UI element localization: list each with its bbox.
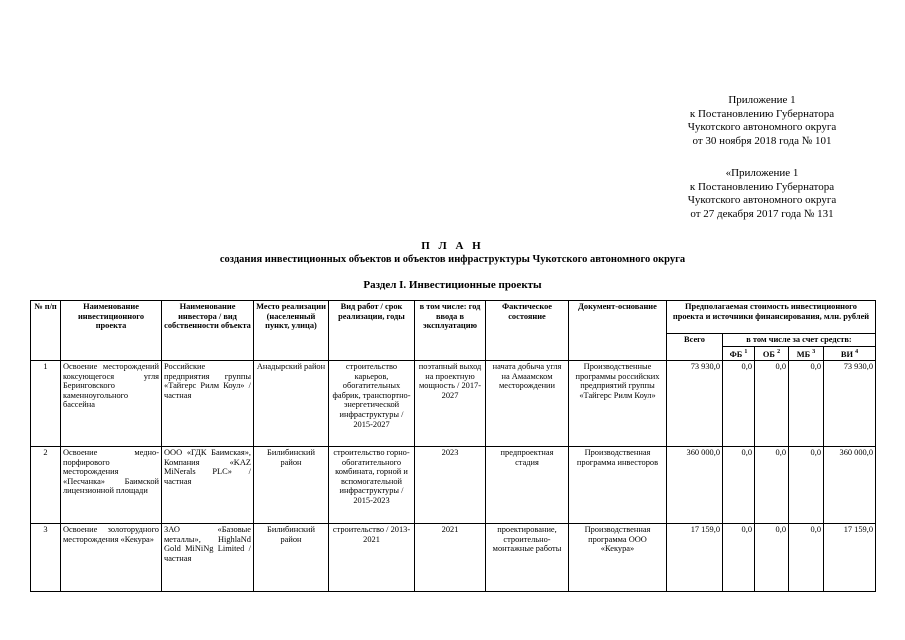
header-vi [824, 346, 876, 360]
cell-vi: 73 930,0 [824, 360, 876, 446]
cell-vi: 360 000,0 [824, 446, 876, 523]
cell-works: строительство / 2013-2021 [329, 523, 415, 591]
cell-works: строительство карьеров, обогатительных фабрик, транспортно-энергетической инфраструктуры / 2015-2027 [329, 360, 415, 446]
header-mb-label: МБ [796, 349, 811, 359]
header-investor: Наименование инвестора / вид собственности объекта [162, 301, 254, 361]
header-place: Место реализации (населенный пункт, улица) [254, 301, 329, 361]
cell-num: 2 [31, 446, 61, 523]
cell-mb: 0,0 [789, 360, 824, 446]
header-mb [789, 346, 824, 360]
cell-investor: Российские предприятия группы «Тайгерс Рилм Коул» / частная [162, 360, 254, 446]
cell-ob: 0,0 [755, 360, 789, 446]
cell-document: Производственная программа ООО «Кекура» [569, 523, 667, 591]
table-row [31, 446, 876, 523]
cell-vi: 17 159,0 [824, 523, 876, 591]
cell-commissioning: 2021 [415, 523, 486, 591]
cell-investor: ЗАО «Базовые металлы», HighlaNd Gold MiNiNg Limited / частная [162, 523, 254, 591]
footnote-marker: 4 [855, 348, 859, 355]
section-title: Раздел I. Инвестиционные проекты [363, 279, 542, 291]
cell-total: 360 000,0 [667, 446, 723, 523]
header-vi-label: ВИ [840, 349, 853, 359]
header-fb [723, 346, 755, 360]
header-fb-label: ФБ [729, 349, 743, 359]
footnote-marker: 1 [744, 348, 748, 355]
cell-num: 1 [31, 360, 61, 446]
cell-num: 3 [31, 523, 61, 591]
header-total: Всего [667, 334, 723, 361]
document-title: П Л А Н [421, 240, 484, 252]
cell-document: Производственная программа инвесторов [569, 446, 667, 523]
annex-line: Чукотского автономного округа [687, 194, 837, 206]
cell-ob: 0,0 [755, 446, 789, 523]
header-ob [755, 346, 789, 360]
cell-commissioning: поэтапный выход на проектную мощность / 2017-2027 [415, 360, 486, 446]
annex-line: от 27 декабря 2017 года № 131 [690, 207, 834, 220]
annex-line: к Постановлению Губернатора [689, 180, 835, 193]
cell-project: Освоение золоторудного месторождения «Кекура» [61, 523, 162, 591]
header-project: Наименование инвестиционного проекта [61, 301, 162, 361]
annex-line: «Приложение 1 [725, 167, 799, 179]
cell-project: Освоение медно-порфирового месторождения «Песчанка» Баимской лицензионной площади [61, 446, 162, 523]
header-status: Фактическое состояние [486, 301, 569, 361]
document-subtitle: создания инвестиционных объектов и объектов инфраструктуры Чукотского автономного округа [219, 254, 686, 265]
footnote-marker: 3 [812, 348, 816, 355]
cell-place: Билибинский район [254, 446, 329, 523]
cell-place: Билибинский район [254, 523, 329, 591]
annex-line: к Постановлению Губернатора [689, 107, 835, 120]
cell-mb: 0,0 [789, 523, 824, 591]
table-row [31, 523, 876, 591]
header-ob-label: ОБ [762, 349, 775, 359]
header-document: Документ-основание [569, 301, 667, 361]
header-works: Вид работ / срок реализации, годы [329, 301, 415, 361]
cell-status: начата добыча угля на Амаамском месторождении [486, 360, 569, 446]
cell-investor: ООО «ГДК Баимская», Компания «KAZ MiNerals PLC» / частная [162, 446, 254, 523]
investment-projects-table [30, 300, 876, 592]
cell-total: 17 159,0 [667, 523, 723, 591]
annex-line: Чукотского автономного округа [687, 121, 837, 133]
cell-total: 73 930,0 [667, 360, 723, 446]
header-funding: Предполагаемая стоимость инвестиционного проекта и источники финансирования, млн. рублей [667, 301, 876, 334]
cell-fb: 0,0 [723, 446, 755, 523]
cell-fb: 0,0 [723, 360, 755, 446]
cell-status: проектирование, строительно-монтажные работы [486, 523, 569, 591]
header-num: № п/п [31, 301, 61, 361]
annex-previous-header [560, 167, 905, 221]
cell-ob: 0,0 [755, 523, 789, 591]
cell-status: предпроектная стадия [486, 446, 569, 523]
cell-document: Производственные программы российских предприятий группы «Тайгерс Рилм Коул» [569, 360, 667, 446]
cell-place: Анадырский район [254, 360, 329, 446]
table-row [31, 360, 876, 446]
cell-works: строительство горно-обогатительного комбината, горной и вспомогательной инфраструктуры / 2015-2023 [329, 446, 415, 523]
footnote-marker: 2 [777, 348, 781, 355]
cell-mb: 0,0 [789, 446, 824, 523]
header-commissioning: в том числе: год ввода в эксплуатацию [415, 301, 486, 361]
annex-current-header [560, 94, 905, 148]
cell-fb: 0,0 [723, 523, 755, 591]
cell-project: Освоение месторождений коксующегося угля Беринговского каменноугольного бассейна [61, 360, 162, 446]
cell-commissioning: 2023 [415, 446, 486, 523]
header-including: в том числе за счет средств: [723, 334, 876, 347]
annex-line: Приложение 1 [728, 94, 796, 106]
annex-line: от 30 ноября 2018 года № 101 [692, 134, 832, 147]
